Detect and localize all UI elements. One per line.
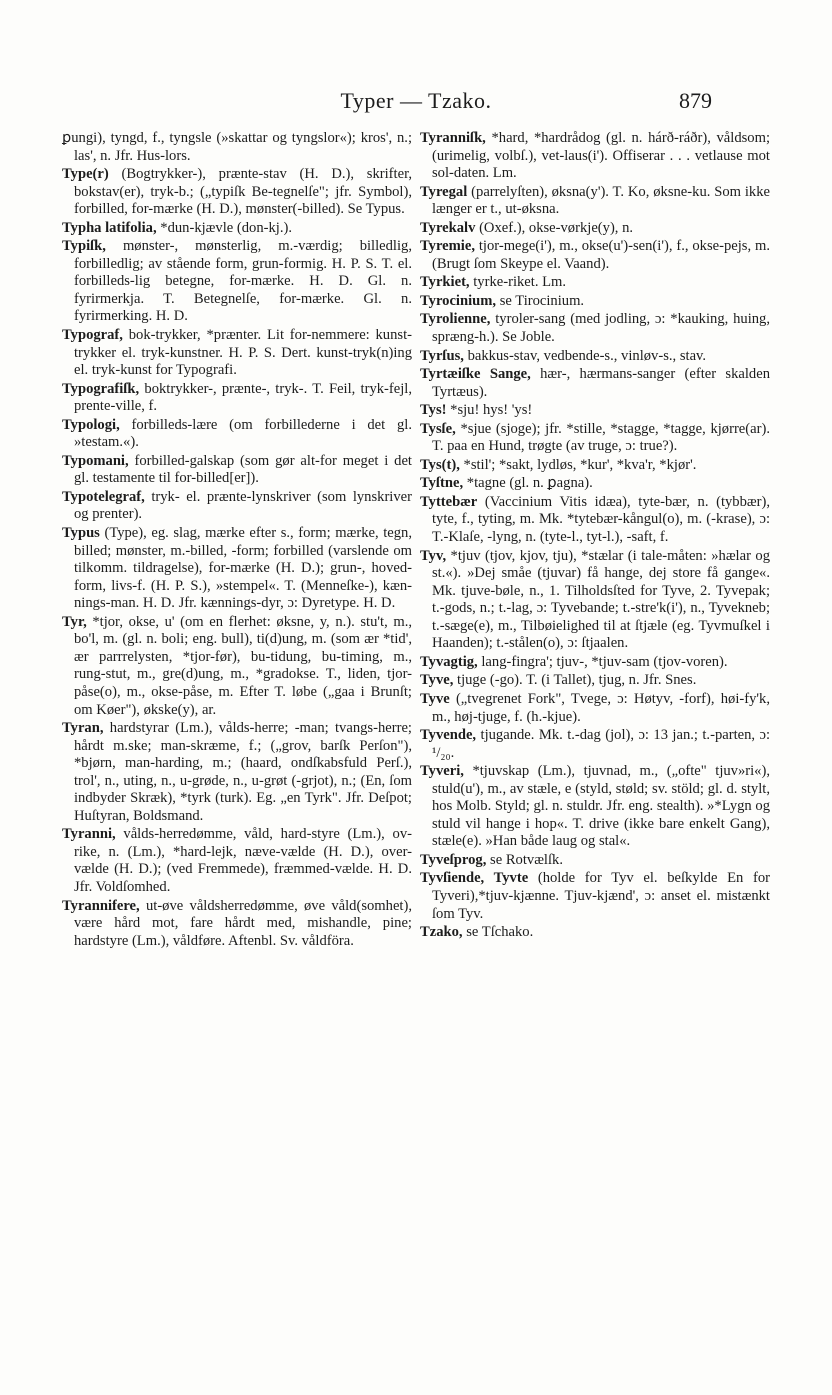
entry-definition: forbilleds-lære (om forbilledernе i det gl. »testam.«).	[74, 416, 412, 451]
entry-definition: (holde for Tyv el. beſkylde En for Tyveri),*tjuv-kjænne. Tjuv-kjænd', ɔ: anset el. mistænkt ſom Tyv.	[432, 870, 771, 922]
entry-headword: Tyregal	[420, 183, 468, 200]
entry-definition: hær-, hærmans-sanger (efter skalden Tyrtæus).	[432, 366, 770, 400]
dictionary-entry	[62, 238, 412, 326]
entry-definition: *tagne (gl. n. ꝑagna).	[466, 475, 593, 492]
entry-headword: Tyrekalv	[420, 219, 476, 236]
entry-headword: Tzako,	[420, 924, 463, 941]
entry-definition: ꝑungi), tyngd, f., tyngsle (»skattar og tyngslor«); kros', n.; las', n. Jfr. Hus-lors.	[62, 130, 412, 164]
entry-definition: tjuge (-go). T. (i Tallet), tjug, n. Jfr. Snes.	[457, 672, 697, 689]
dictionary-entry	[420, 475, 770, 493]
dictionary-entry	[62, 720, 412, 825]
entry-headword: Tyve	[420, 690, 450, 707]
entry-definition: bakkus-stav, vedbende-s., vinløv-s., stav.	[467, 347, 707, 364]
entry-headword: Typologi,	[62, 416, 120, 433]
entry-headword: Tyveri,	[420, 763, 464, 780]
entry-headword: Tyran,	[62, 720, 104, 737]
entry-headword: Tyrannifere,	[62, 897, 140, 914]
dictionary-entry	[420, 238, 770, 273]
dictionary-entry	[420, 402, 770, 420]
dictionary-entry	[62, 166, 412, 219]
dictionary-entry	[420, 293, 770, 311]
entry-definition: hardstyrar (Lm.), vålds-herre; -man; tvangs-herre; hårdt m.ske; man-skræme, f.; („grov, barſk Perſon"), *bjørn, man-harding, m.; (haard, ondſkabsfuld Perſ.), trol', n., uting, n., u-grøde, n., u-grøt (-grjot), n.; (En, ſom indbyder Skræk), *tyrk (turk). Eg. „en Tyrk". Jfr. Deſpot; Huſtyran, Boldsmand.	[74, 720, 412, 824]
dictionary-entry	[62, 453, 412, 488]
dictionary-entry	[62, 327, 412, 380]
entry-definition: (parrelyſten), øksna(y'). T. Ko, øksne-ku. Som ikke længer er t., ut-øksna.	[432, 183, 771, 218]
page-header	[0, 88, 832, 118]
entry-definition: (Oxef.), okse-vørkje(y), n.	[479, 219, 634, 236]
dictionary-entry	[420, 366, 770, 401]
dictionary-entry	[62, 898, 412, 951]
running-title: Typer — Tzako.	[340, 88, 492, 113]
dictionary-entry	[62, 614, 412, 719]
entry-headword: Tyttebær	[420, 493, 478, 510]
entry-definition: *sjue (sjoge); jfr. *stille, *stagge, *tagge, kjørre(ar). T. paa en Hund, trøgte (av truge, ɔ: true?).	[432, 420, 770, 455]
dictionary-entry	[420, 727, 770, 762]
dictionary-entry	[62, 489, 412, 524]
entry-headword: Tyv,	[420, 547, 447, 564]
entry-definition: *stil'; *sakt, lydløs, *kur', *kva'r, *kjør'.	[463, 456, 697, 473]
dictionary-entry	[62, 220, 412, 238]
dictionary-entry	[420, 494, 770, 547]
entry-definition: tyrke-riket. Lm.	[473, 274, 567, 291]
entry-definition: lang-fingra'; tjuv-, *tjuv-sam (tjov-voren).	[481, 653, 728, 670]
entry-headword: Tyranniſk,	[420, 130, 486, 146]
entry-definition: tryk- el. prænte-lynskriver (som lynskriver og prenter).	[74, 488, 412, 523]
entry-headword: Typograf,	[62, 327, 123, 344]
dictionary-entry	[420, 852, 770, 870]
dictionary-entry	[420, 763, 770, 851]
entry-definition: *sju! hys! 'ys!	[450, 402, 533, 419]
entry-definition: mønster-, mønsterlig, m.-værdig; billedlig, forbilledlig; av stående form, grun-formig. H. P. S. T. el. forbilleds-lig betegne, for-mærke. H. D. Gl. n. fyrirmerkja. T. Betegnelſe, for-mærke. Gl. n. fyrirmerking. H. D.	[74, 238, 412, 325]
entry-headword: Tyrſus,	[420, 347, 464, 364]
entry-headword: Typotelegraf,	[62, 488, 145, 505]
entry-definition: bok-trykker, *prænter. Lit for-nemmere: kunst-trykker el. tryk-kunstner. H. P. S. Dert. kunst-tryk(n)ing el. tryk-kunst for Typografi.	[74, 327, 412, 379]
left-column	[62, 130, 412, 951]
entry-definition: (Type), eg. slag, mærke efter s., form; mærke, tegn, billed; mønster, m.-billed, -form; forbilled (varslende om tilkomm. tildragelse), for-mærke (H. D.); grun-, hoved-form, livs-f. (H. P. S.), »stempel«. T. (Menneſke-), kæn-nings-man. H. D. Jfr. kænnings-dyr, ɔ: Dyretype. H. D.	[74, 525, 413, 612]
entry-definition: tjor-mege(i'), m., okse(u')-sen(i'), f., okse-pejs, m. (Brugt ſom Skeype el. Vaand).	[432, 238, 770, 272]
entry-definition: *hard, *hardrådog (gl. n. hárð-ráðr), våldsom; (urimelig, volbſ.), vet-laus(i'). Offiserar . . . vetlause mot sol-daten. Lm.	[432, 130, 770, 182]
entry-definition: se Tirocinium.	[499, 292, 585, 309]
dictionary-entry	[420, 691, 770, 726]
dictionary-entry	[420, 421, 770, 456]
entry-definition: se Tſchako.	[466, 924, 534, 941]
entry-headword: Typomani,	[62, 452, 129, 469]
entry-headword: Typha latifolia,	[62, 219, 157, 236]
dictionary-entry	[420, 548, 770, 653]
dictionary-entry	[420, 348, 770, 366]
entry-headword: Tyvagtig,	[420, 653, 478, 670]
dictionary-entry	[420, 130, 770, 183]
entry-definition: *tjuvskap (Lm.), tjuvnad, m., („ofte" tjuv»ri«), stuld(u'), m., av stæle, e (styld, støld; sv. stöld; gl. d. stylt, hos Molb. Styld; gl. n. stuldr. Jfr. eng. stealth). »*Lygn og stuld vil hange i hop«. T. drive (ikke bare enkelt Gang), stæle(e). »Han både laug og stal«.	[432, 763, 770, 850]
dictionary-entry	[420, 457, 770, 475]
dictionary-entry	[420, 924, 770, 942]
entry-definition: se Rotvælſk.	[490, 851, 563, 868]
dictionary-entry	[62, 417, 412, 452]
entry-headword: Tysſe,	[420, 420, 456, 437]
entry-definition: *tjor, okse, u' (om en flerhet: øksne, y, n.). stu't, m., bo'l, m. (gl. n. boli; eng. bull), ti(d)ung, m. (som ær *tid', ær parrrelysten, *tjor-før), bu-tidung, bu-timing, m., rung-stut, m., gre(d)ung, m., *gradokse. T., liden, tjor-påse(o), m., okse-påse, m. Efter T. løbe („gaa i Brunſt; om Køer"), økske(y), ar.	[74, 613, 413, 718]
entry-definition: forbilled-galskap (som gør alt-for meget i det gl. testamente til for-billed[er]).	[74, 452, 412, 487]
entry-definition: (Vaccinium Vitis idæa), tyte-bær, n. (tybbær), tyte, f., tyting, m. Mk. *tytebær-kångul(o), m. (-krase), ɔ: T.-Klaſe, -lyng, n. (tyte-l., tyt-l.), -saft, f.	[432, 493, 771, 546]
entry-definition: vålds-herredømme, våld, hard-styre (Lm.), ov-rike, n. (Lm.), *hard-lejk, næve-vælde (H. D.), over-vælde (H. D.); (ved Fremmede), fræmmed-vælde. H. D. Jfr. Voldſomhed.	[74, 826, 412, 895]
entry-headword: Tyvſiende, Tyvte	[420, 870, 529, 887]
entry-headword: Tyrocinium,	[420, 292, 497, 309]
entry-definition: tjugande. Mk. t.-dag (jol), ɔ: 13 jan.; t.-parten, ɔ: ¹/₂₀.	[432, 727, 771, 761]
entry-headword: Tyveſprog,	[420, 851, 487, 868]
entry-definition: *dun-kjævle (don-kj.).	[160, 219, 292, 236]
dictionary-entry	[420, 274, 770, 292]
entry-headword: Tys!	[420, 402, 447, 419]
right-column	[420, 130, 770, 943]
dictionary-entry	[62, 525, 412, 613]
entry-headword: Tyſtne,	[420, 475, 464, 492]
dictionary-entry	[420, 870, 770, 923]
entry-headword: Tyranni,	[62, 826, 116, 843]
entry-definition: tyroler-sang (med jodling, ɔ: *kauking, huing, spræng-h.). Se Joble.	[432, 311, 770, 346]
dictionary-entry	[62, 381, 412, 416]
entry-headword: Typus	[62, 525, 100, 542]
entry-headword: Tys(t),	[420, 456, 460, 473]
entry-headword: Tyve,	[420, 672, 454, 689]
entry-headword: Tyrolienne,	[420, 311, 491, 328]
dictionary-entry	[420, 311, 770, 346]
entry-definition: (Bogtrykker-), prænte-stav (H. D.), skrifter, bokstav(er), tryk-b.; („typiſk Be-tegnelſe"; jfr. Symbol), forbilled, for-mærke (H. D.), mønster(-billed). Se Typus.	[74, 166, 412, 218]
entry-definition: *tjuv (tjov, kjov, tju), *stælar (i tale-måten: »hælar og st.«). »Dej småe (tjuvar) få hange, dej store få gange«. Mk. tjuve-bøle, n., 1. Tilholdsſted for Tyve, 2. Tyvepak; t.-gods, n.; t.-lag, ɔ: Tyvebande; t.-stre'k(i'), n., Tyvekneb; t.-sæge(e), m., Tilbøielighed til at ſtjæle (eg. Tyvmuſkel i Haanden); t.-stålen(o), ɔ: ſtjaalen.	[432, 547, 770, 652]
dictionary-entry	[420, 654, 770, 672]
entry-headword: Tyr,	[62, 613, 87, 630]
entry-definition: boktrykker-, prænte-, tryk-. T. Feil, tryk-fejl, prente-ville, f.	[74, 380, 412, 415]
dictionary-entry	[420, 184, 770, 219]
entry-headword: Tyvende,	[420, 727, 477, 744]
entry-headword: Tyrkiet,	[420, 274, 470, 291]
entry-headword: Type(r)	[62, 166, 109, 183]
page-number: 879	[679, 88, 712, 113]
entry-headword: Typografiſk,	[62, 380, 140, 397]
entry-definition: („tvegrenet Fork", Tvege, ɔ: Høtyv, -forf), høi-fy'k, m., høj-tjuge, f. (h.-kjue).	[432, 690, 770, 725]
entry-definition: ut-øve våldsherredømme, øve våld(somhet), være hård mot, fare hårdt med, mishandle, pine; hardstyre (Lm.), våldføre. Aftenbl. Sv. våldföra.	[74, 897, 412, 949]
entry-headword: Typiſk,	[62, 238, 106, 255]
dictionary-entry	[62, 826, 412, 896]
entry-headword: Tyrtæiſke Sange,	[420, 366, 531, 383]
dictionary-entry	[420, 220, 770, 238]
entry-headword: Tyremie,	[420, 238, 475, 255]
dictionary-entry	[62, 130, 412, 165]
dictionary-entry	[420, 672, 770, 690]
